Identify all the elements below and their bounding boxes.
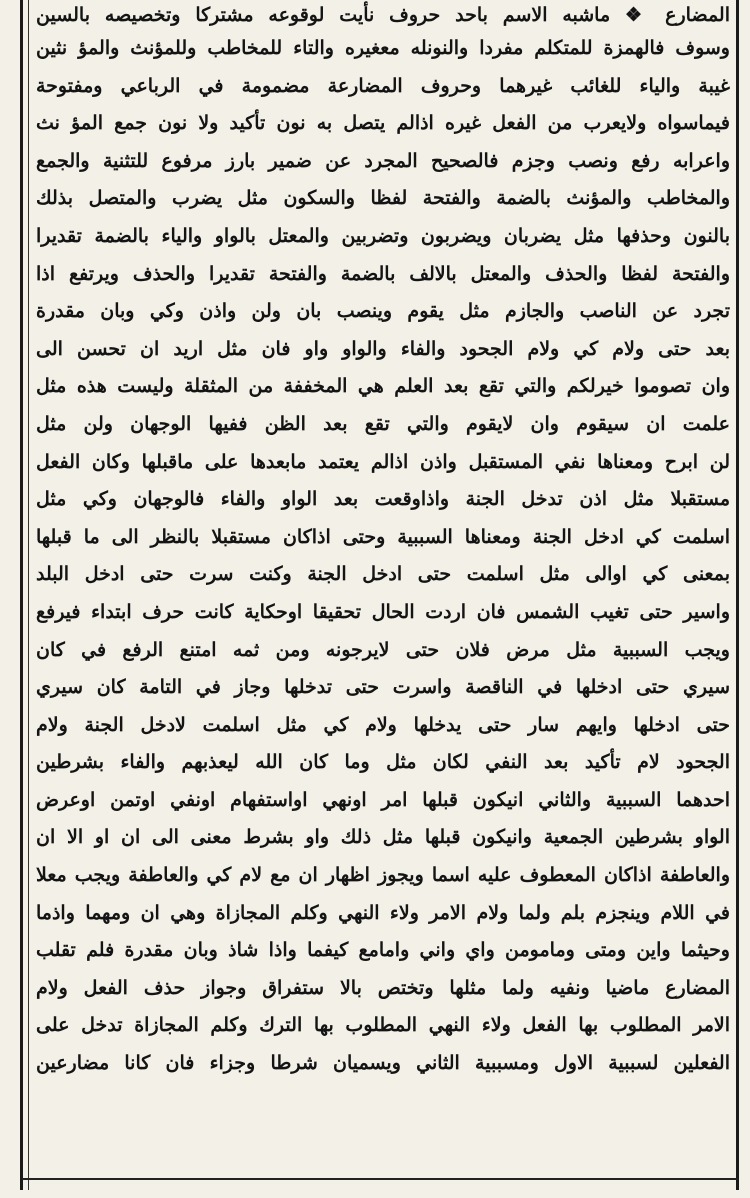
text-line: بمعنى كي اوالى مثل اسلمت حتى ادخل الجنة وكنت سرت حتى ادخل البلد — [36, 563, 730, 586]
text-line: مستقبلا مثل اذن تدخل الجنة واذاوقعت بعد الواو والفاء فالوجهان وكي مثل — [36, 488, 730, 511]
bottom-border-rule — [22, 1178, 738, 1180]
text-line: الامر المطلوب بها الفعل ولاء النهي المطلوب بها الترك وكلم المجازاة تدخل على — [36, 1014, 730, 1037]
text-line: والمخاطب والمؤنث بالضمة والفتحة لفظا والسكون مثل يضرب والمتصل بذلك — [36, 187, 730, 210]
text-line: الفعلين لسببية الاول ومسببية الثاني ويسميان شرطا وجزاء فان كانا مضارعين — [36, 1052, 730, 1075]
text-line: واسير حتى تغيب الشمس فان اردت الحال تحقيقا اوحكاية كانت حرف ابتداء فيرفع — [36, 600, 730, 623]
text-line: علمت ان سيقوم وان لايقوم والتي تقع بعد الظن ففيها الوجهان ولن مثل — [36, 412, 730, 435]
text-line: بعد حتى ولام كي ولام الجحود والفاء والواو واو فان مثل اريد ان تحسن الى — [36, 337, 730, 360]
text-line: وسوف فالهمزة للمتكلم مفردا والنونله معغيره والتاء للمخاطب وللمؤنث والمؤ نثين — [36, 37, 730, 59]
text-line: وحيثما واين ومتى ومامومن واي واني وامامع كيفما واذا شاذ وبان مقدرة فلم تقلب — [36, 939, 730, 962]
text-line: فيماسواه ولايعرب من الفعل غيره اذالم يتصل به نون تأكيد ولا نون جمع المؤ نث — [36, 112, 730, 135]
text-line: غيبة والياء للغائب غيرهما وحروف المضارعة مضمومة في الرباعي ومفتوحة — [36, 74, 730, 97]
text-line: لن ابرح ومعناها نفي المستقبل واذن اذالم يعتمد مابعدها على ماقبلها وكان الفعل — [36, 450, 730, 473]
text-line: وان تصوموا خيرلكم والتي تقع بعد العلم هي المخففة من المثقلة وليست هذه مثل — [36, 375, 730, 398]
left-border-rule — [20, 0, 23, 1190]
text-line: اسلمت كي ادخل الجنة ومعناها السببية وحتى اذاكان مستقبلا بالنظر الى ما قبلها — [36, 525, 730, 548]
text-line: تجرد عن الناصب والجازم مثل يقوم وينصب بان ولن واذن وكي وبان مقدرة — [36, 300, 730, 323]
text-line: المضارع ماضيا ونفيه ولما مثلها وتختص بالا ستفراق وجواز حذف الفعل ولام — [36, 976, 730, 999]
text-line: بالنون وحذفها مثل يضربان ويضربون وتضربين والمعتل بالواو والياء بالضمة تقديرا — [36, 224, 730, 247]
text-line: ويجب السببية مثل مرض فلان حتى لايرجونه ومن ثمه امتنع الرفع في كان — [36, 638, 730, 661]
arabic-text-block — [36, 0, 730, 1172]
text-line: المضارع ❖ ماشبه الاسم باحد حروف نأيت لوقوعه مشتركا وتخصيصه بالسين — [36, 4, 730, 26]
text-line: الواو بشرطين الجمعية وانيكون قبلها مثل ذلك واو بشرط معنى الى ان او الا ان — [36, 826, 730, 849]
text-line: والفتحة لفظا والحذف والمعتل بالالف بالضمة والفتحة تقديرا والحذف ويرتفع اذا — [36, 262, 730, 285]
text-line: حتى ادخلها وايهم سار حتى يدخلها ولام كي مثل اسلمت لادخل الجنة ولام — [36, 713, 730, 736]
text-line: احدهما السببية والثاني انيكون قبلها امر اونهي اواستفهام اونفي اوتمن اوعرض — [36, 788, 730, 811]
text-line: سيري حتى ادخلها في الناقصة واسرت حتى تدخلها وجاز في التامة كان سيري — [36, 676, 730, 699]
left-inner-rule — [28, 0, 29, 1190]
text-line: والعاطفة اذاكان المعطوف عليه اسما ويجوز اظهار ان مع لام كي والعاطفة ويجب معلا — [36, 864, 730, 887]
right-border-rule — [736, 0, 739, 1190]
text-line: واعرابه رفع ونصب وجزم فالصحيح المجرد عن ضمير بارز مرفوع للتثنية والجمع — [36, 149, 730, 172]
text-line: في اللام وينجزم بلم ولما ولام الامر ولاء النهي وكلم المجازاة وهي ان ومهما واذما — [36, 901, 730, 924]
text-line: الجحود لام تأكيد بعد النفي لكان مثل وما كان الله ليعذبهم والفاء بشرطين — [36, 751, 730, 774]
